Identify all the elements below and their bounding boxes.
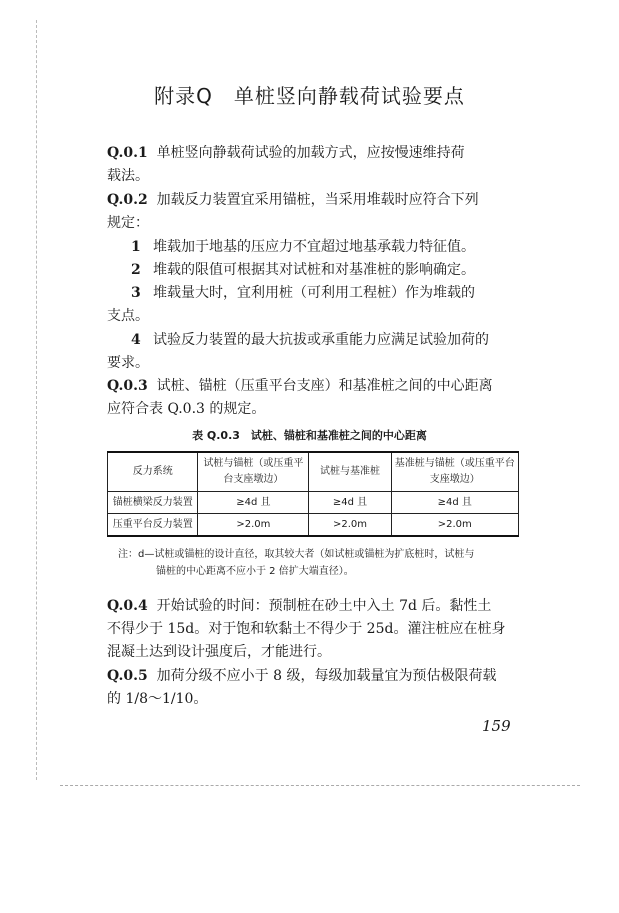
table-cell: >2.0m	[309, 514, 391, 537]
table-cell: ≥4d 且	[309, 492, 391, 514]
table-cell: 压重平台反力装置	[108, 514, 198, 537]
clause-q01	[107, 142, 519, 165]
clause-number: Q.0.5	[107, 668, 148, 684]
list-item	[107, 236, 519, 259]
table-cell: ≥4d 且	[391, 492, 518, 514]
table-header: 基准桩与锚桩（或压重平台支座墩边）	[391, 452, 518, 492]
table-cell: 锚桩横梁反力装置	[108, 492, 198, 514]
clause-text: 试桩、锚桩（压重平台支座）和基准桩之间的中心距离	[156, 378, 493, 394]
table-cell: >2.0m	[198, 514, 309, 537]
scan-edge-left	[36, 20, 38, 780]
table-row	[108, 492, 519, 514]
clause-text: 加荷分级不应小于 8 级，每级加载量宜为预估极限荷载	[156, 668, 497, 684]
item-number: 4	[131, 332, 141, 348]
clause-q02	[107, 189, 519, 212]
item-number: 1	[131, 239, 141, 255]
table-row	[108, 514, 519, 537]
table-header-row	[108, 452, 519, 492]
table-header: 反力系统	[108, 452, 198, 492]
clause-number: Q.0.2	[107, 192, 148, 208]
list-item	[107, 282, 519, 305]
clause-number: Q.0.1	[107, 145, 148, 161]
clause-q02-cont: 规定：	[107, 215, 149, 231]
note-line: 注：d—试桩或锚桩的设计直径，取其较大者（如试桩或锚桩为扩底桩时，试桩与	[118, 549, 475, 560]
table-caption: 表 Q.0.3 试桩、锚桩和基准桩之间的中心距离	[192, 429, 427, 442]
scan-edge-bottom	[60, 785, 580, 787]
clause-q03-cont: 应符合表 Q.0.3 的规定。	[107, 401, 266, 417]
table-header: 试桩与锚桩（或压重平台支座墩边）	[198, 452, 309, 492]
clause-q04	[107, 595, 519, 618]
table-note	[118, 546, 528, 580]
clause-q05-cont: 的 1/8～1/10。	[107, 691, 208, 707]
clause-number: Q.0.4	[107, 598, 148, 614]
note-line: 锚桩的中心距离不应小于 2 倍扩大端直径）。	[156, 566, 354, 577]
clause-number: Q.0.3	[107, 378, 148, 394]
clause-q05	[107, 665, 519, 688]
distance-table	[107, 451, 519, 537]
clause-q01-cont: 载法。	[107, 168, 149, 184]
table-cell: >2.0m	[391, 514, 518, 537]
item-number: 3	[131, 285, 141, 301]
list-item-cont: 支点。	[107, 308, 149, 324]
item-text: 堆载的限值可根据其对试桩和对基准桩的影响确定。	[153, 262, 475, 278]
item-text: 试验反力装置的最大抗拔或承重能力应满足试验加荷的	[153, 332, 489, 348]
table-cell: ≥4d 且	[198, 492, 309, 514]
item-text: 堆载量大时，宜利用桩（可利用工程桩）作为堆载的	[153, 285, 475, 301]
clause-q03	[107, 375, 519, 398]
list-item-cont: 要求。	[107, 355, 149, 371]
list-item	[107, 259, 519, 282]
clause-q04-cont: 混凝土达到设计强度后，才能进行。	[107, 644, 331, 660]
clause-q04-cont: 不得少于 15d。对于饱和软黏土不得少于 25d。灌注桩应在桩身	[107, 621, 506, 637]
page-title: 附录Q 单桩竖向静载荷试验要点	[154, 84, 465, 108]
table-header: 试桩与基准桩	[309, 452, 391, 492]
item-text: 堆载加于地基的压应力不宜超过地基承载力特征值。	[153, 239, 475, 255]
clause-text: 开始试验的时间：预制桩在砂土中入土 7d 后。黏性土	[156, 598, 492, 614]
clause-text: 加载反力装置宜采用锚桩，当采用堆载时应符合下列	[156, 192, 479, 208]
list-item	[107, 329, 519, 352]
page-number: 159	[482, 717, 511, 735]
item-number: 2	[131, 262, 141, 278]
clause-text: 单桩竖向静载荷试验的加载方式，应按慢速维持荷	[156, 145, 465, 161]
